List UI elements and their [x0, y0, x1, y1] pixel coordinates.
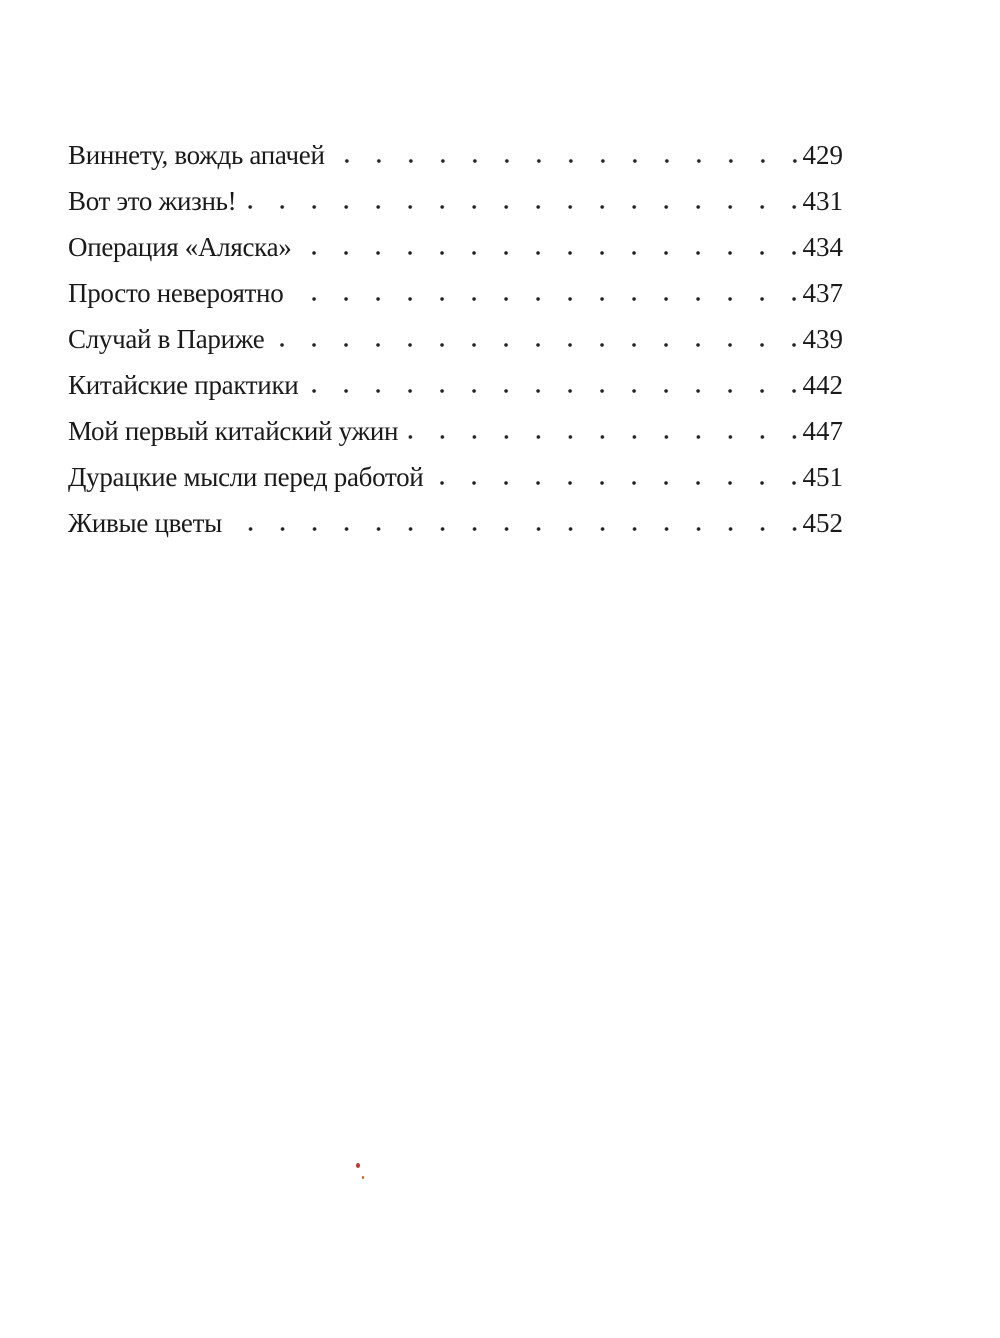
toc-entry-title: Просто невероятно: [68, 278, 284, 308]
toc-entry-page: 442: [802, 370, 843, 400]
dot-leader: [228, 526, 799, 532]
toc-entry[interactable]: [68, 416, 843, 462]
toc-entry-page: 451: [802, 462, 843, 492]
toc-entry[interactable]: [68, 324, 843, 370]
scan-speck: [362, 1176, 364, 1179]
scan-speck: [356, 1163, 360, 1168]
toc-entry-page: 429: [802, 140, 843, 170]
toc-entry-title: Китайские практики: [68, 370, 299, 400]
toc-entry[interactable]: [68, 370, 843, 416]
dot-leader: [331, 158, 799, 164]
toc-entry-title: Мой первый китайский ужин: [68, 416, 399, 446]
dot-leader: [304, 388, 798, 394]
toc-entry-page: 437: [802, 278, 843, 308]
toc-entry[interactable]: [68, 462, 843, 508]
toc-entry[interactable]: [68, 278, 843, 324]
toc-entry-page: 434: [802, 232, 843, 262]
toc-entry-page: 447: [802, 416, 843, 446]
toc-entry[interactable]: [68, 186, 843, 232]
dot-leader: [404, 434, 798, 440]
dot-leader: [429, 480, 798, 486]
toc-entry-title: Живые цветы: [68, 508, 222, 538]
dot-leader: [297, 250, 798, 256]
dot-leader: [270, 342, 798, 348]
toc-entry-title: Вот это жизнь!: [68, 186, 237, 216]
toc-entry-title: Дурацкие мысли перед работой: [68, 462, 424, 492]
toc-entry-page: 439: [802, 324, 843, 354]
toc-entry-title: Операция «Аляска»: [68, 232, 292, 262]
toc-entry-title: Виннету, вождь апачей: [68, 140, 325, 170]
toc-entry[interactable]: [68, 232, 843, 278]
table-of-contents: [68, 140, 843, 554]
dot-leader: [242, 204, 798, 210]
toc-entry-page: 452: [802, 508, 843, 538]
toc-entry-page: 431: [802, 186, 843, 216]
toc-entry[interactable]: [68, 140, 843, 186]
toc-entry[interactable]: [68, 508, 843, 554]
dot-leader: [289, 296, 798, 302]
toc-entry-title: Случай в Париже: [68, 324, 265, 354]
